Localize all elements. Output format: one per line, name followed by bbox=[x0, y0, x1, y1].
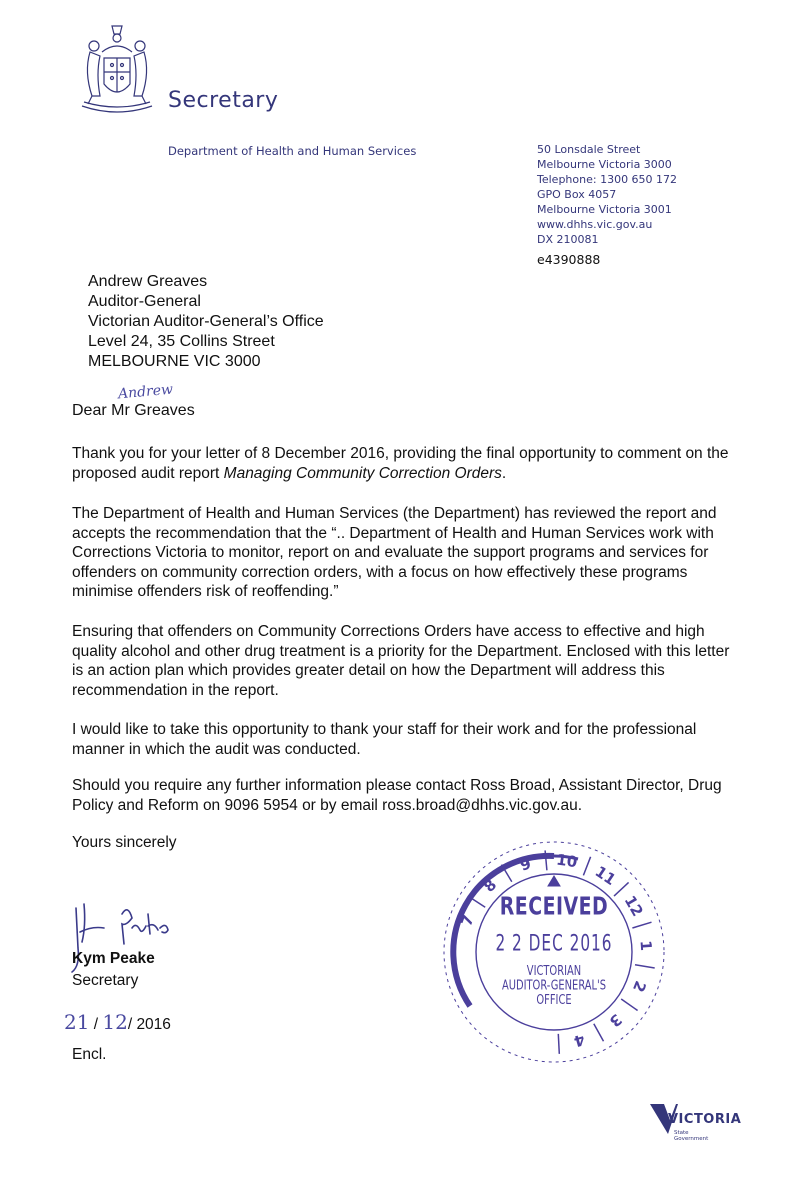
stamp-dial-number: 9 bbox=[517, 854, 534, 875]
report-title: Managing Community Correction Orders bbox=[223, 464, 502, 482]
stamp-office-line: AUDITOR-GENERAL'S bbox=[501, 977, 607, 994]
stamp-dial-tick bbox=[558, 1034, 559, 1054]
letterhead-department: Department of Health and Human Services bbox=[168, 144, 417, 158]
letterhead-address bbox=[537, 142, 677, 247]
address-line: Telephone: 1300 650 172 bbox=[537, 173, 678, 186]
stamp-dial-number: 3 bbox=[605, 1010, 626, 1031]
body-paragraph: Ensuring that offenders on Community Corrections Orders have access to effective and high quality alcohol and other drug treatment is a priority for the Department. Enclosed with this letter is an action plan which provides greater detail on how the Department will address this recommendation in the report. bbox=[72, 623, 730, 699]
stamp-dial-number: 11 bbox=[591, 862, 620, 889]
coat-of-arms-icon bbox=[72, 22, 162, 126]
stamp-dial-number: 10 bbox=[555, 850, 579, 872]
reference-number: e4390888 bbox=[537, 252, 601, 267]
signer-title: Secretary bbox=[72, 972, 139, 989]
stamp-dial-number: 7 bbox=[457, 912, 478, 929]
recipient-line: Auditor-General bbox=[88, 293, 201, 310]
date-year: / 2016 bbox=[127, 1016, 171, 1033]
body-paragraph: The Department of Health and Human Services (the Department) has reviewed the report and accepts the recommendation that the “.. Department of Health and Human Services work with Corrections Victoria to monitor, report on and evaluate the support programs and services for offenders on community correction orders, with a focus on how effectively these programs minimise offenders risk of reoffending.” bbox=[72, 505, 717, 600]
address-line: 50 Lonsdale Street bbox=[537, 143, 641, 156]
stamp-office-line: VICTORIAN bbox=[526, 963, 582, 979]
signature-date bbox=[64, 1010, 171, 1034]
received-stamp bbox=[438, 836, 670, 1068]
stamp-dial-tick bbox=[594, 1024, 604, 1041]
address-line: GPO Box 4057 bbox=[537, 188, 617, 201]
recipient-line: Level 24, 35 Collins Street bbox=[88, 333, 275, 350]
body-paragraph: Should you require any further information please contact Ross Broad, Assistant Director, Drug Policy and Reform on 9096 5954 or by email ross.broad@dhhs.vic.gov.au. bbox=[72, 777, 722, 814]
recipient-line: MELBOURNE VIC 3000 bbox=[88, 353, 261, 370]
date-day: 21 bbox=[64, 1010, 90, 1034]
closing: Yours sincerely bbox=[72, 834, 177, 851]
victoria-logo-name: VICTORIA bbox=[668, 1112, 742, 1127]
date-month: 12 bbox=[102, 1010, 128, 1034]
salutation: Dear Mr Greaves bbox=[72, 402, 195, 419]
stamp-dial-tick bbox=[583, 857, 590, 876]
enclosure-note: Encl. bbox=[72, 1046, 107, 1063]
signer-name: Kym Peake bbox=[72, 950, 155, 967]
stamp-office bbox=[438, 964, 670, 1007]
recipient-address bbox=[88, 272, 324, 372]
address-line: DX 210081 bbox=[537, 233, 599, 246]
stamp-label: RECEIVED bbox=[499, 891, 609, 921]
stamp-dial-number: 2 bbox=[629, 978, 650, 995]
body-paragraph: I would like to take this opportunity to thank your staff for their work and for the professional manner in which the audit was conducted. bbox=[72, 721, 697, 758]
body-paragraph bbox=[72, 444, 732, 483]
body-text: Thank you for your letter of 8 December 2016, providing the final opportunity to comment on the proposed audit report bbox=[72, 445, 729, 482]
address-line: Melbourne Victoria 3001 bbox=[537, 203, 672, 216]
stamp-date: 2 2 DEC 2016 bbox=[495, 931, 613, 957]
body-text: . bbox=[501, 464, 507, 482]
address-line: Melbourne Victoria 3000 bbox=[537, 158, 672, 171]
stamp-dial-tick bbox=[632, 922, 651, 928]
stamp-dial-number: 8 bbox=[480, 875, 501, 896]
stamp-dial-number: 4 bbox=[571, 1030, 587, 1051]
date-separator: / bbox=[89, 1016, 103, 1033]
recipient-line: Victorian Auditor-General’s Office bbox=[88, 313, 324, 330]
stamp-dial-number: 1 bbox=[636, 939, 656, 952]
victoria-logo-sub: State Government bbox=[674, 1130, 709, 1142]
stamp-dial-number: 12 bbox=[620, 892, 647, 920]
address-line: www.dhhs.vic.gov.au bbox=[537, 218, 653, 231]
letterhead-title: Secretary bbox=[168, 88, 279, 113]
victoria-logo bbox=[648, 1102, 742, 1146]
handwritten-salutation: Andrew bbox=[117, 381, 174, 403]
recipient-line: Andrew Greaves bbox=[88, 273, 208, 290]
stamp-office-line: OFFICE bbox=[536, 992, 572, 1008]
